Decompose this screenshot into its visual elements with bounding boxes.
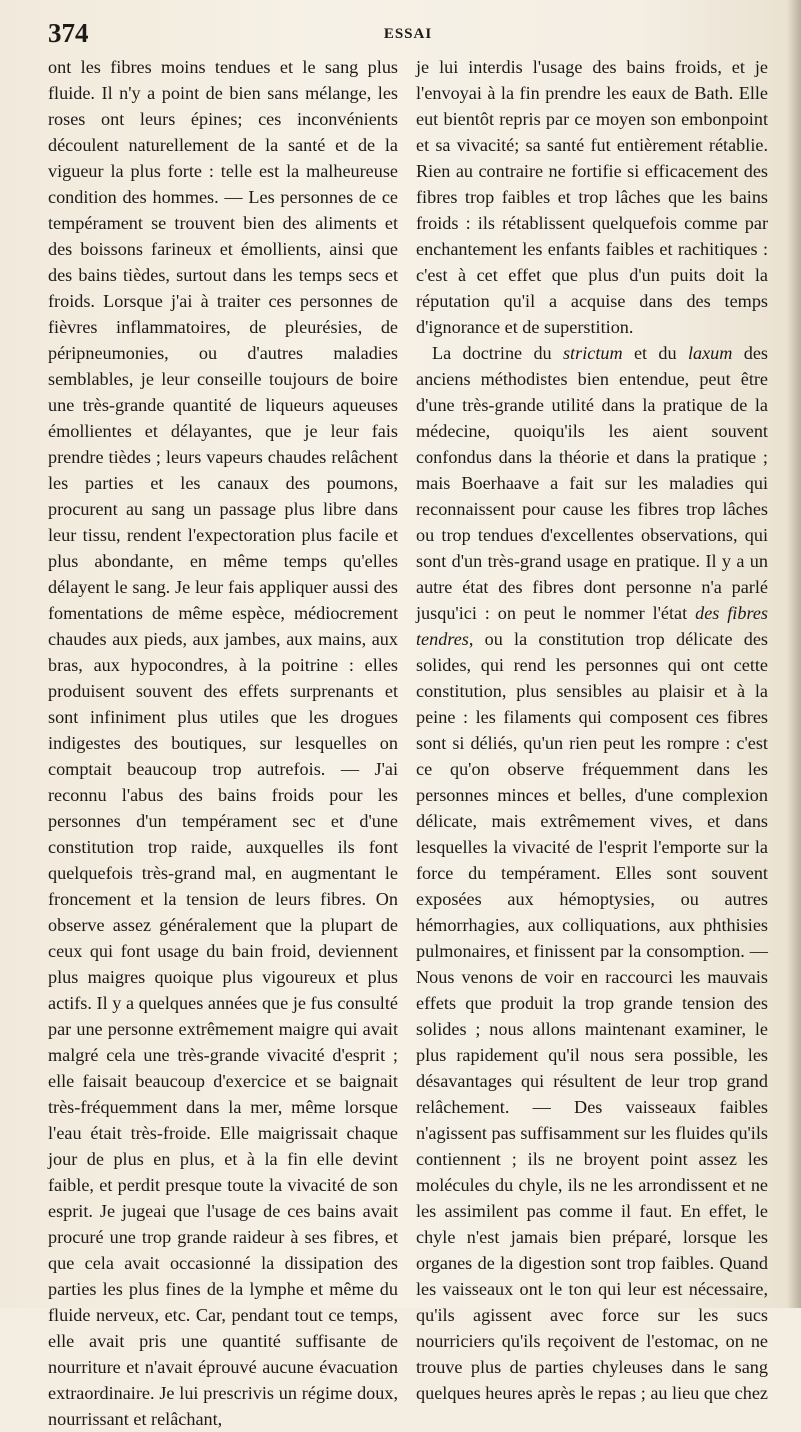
left-column — [48, 54, 398, 1432]
page-header — [48, 18, 768, 52]
right-column — [416, 54, 768, 1406]
right-paragraph-2 — [416, 340, 768, 1406]
text-run: des anciens méthodistes bien entendue, peut être d'une très-grande utilité dans la pratique de la médecine, quoiqu'ils les aient souvent confondus dans la théorie et dans la pratique ; mais Boerhaave a fait sur les maladies qui reconnaissent pour cause les fibres trop lâches ou trop tendues d'excellentes observations, qui sont d'un très-grand usage en pratique. Il y a un autre état des fibres dont personne n'a parlé jusqu'ici : on peut le nommer l'état — [416, 343, 768, 623]
text-run: , ou la constitution trop délicate des solides, qui rend les personnes qui ont cette constitution, plus sensibles au plaisir et à la peine : les filaments qui composent ces fibres sont si déliés, qu'un rien peut les rompre : c'est ce qu'on observe fréquemment dans les personnes minces et belles, d'une complexion délicate, mais extrêmement vives, et dans lesquelles la vivacité de l'esprit l'emporte sur la force du tempérament. Elles sont souvent exposées aux hémoptysies, ou autres hémorrhagies, aux colliquations, aux phthisies pulmonaires, et finissent par la consomption. — Nous venons de voir en raccourci les mauvais effets que produit la trop grande tension des solides ; nous allons maintenant examiner, le plus rapidement qu'il nous sera possible, les désavantages qui résultent de leur trop grand relâchement. — Des vaisseaux faibles n'agissent pas suffisamment sur les fluides qu'ils contiennent ; ils ne broyent point assez les molécules du chyle, ils ne les arrondissent et ne les assimilent pas comme il faut. En effet, le chyle n'est jamais bien préparé, lorsque les organes de la digestion sont trop faibles. Quand les vaisseaux ont le ton qui leur est nécessaire, qu'ils agissent avec force sur les sucs nourriciers qu'ils reçoivent de l'estomac, on ne trouve plus de parties chyleuses dans le sang quelques heures après le repas ; au lieu que chez — [416, 629, 768, 1403]
text-run: La doctrine du — [432, 343, 563, 363]
term-fibres-tendres: des fibres tendres — [416, 603, 768, 649]
right-paragraph-1: je lui interdis l'usage des bains froids, et je l'envoyai à la fin prendre les eaux de Bath. Elle eut bientôt repris par ce moyen son embonpoint et sa vivacité; sa santé fut entièrement rétablie. Rien au contraire ne fortifie si efficacement des fibres trop faibles et trop lâches que les bains froids : ils rétablissent quelquefois comme par enchantement les enfants faibles et rachitiques : c'est à cet effet que plus d'un puits doit la réputation qu'il a acquise dans des temps d'ignorance et de superstition. — [416, 57, 768, 337]
page-number: 374 — [48, 18, 89, 48]
page-edge-shadow — [787, 0, 801, 1308]
running-head: ESSAI — [383, 26, 433, 42]
term-laxum: laxum — [687, 343, 733, 363]
text-run: et du — [622, 343, 688, 363]
left-paragraph: ont les fibres moins tendues et le sang plus fluide. Il n'y a point de bien sans mélange, les roses ont leurs épines; ces inconvénients découlent naturellement de la santé et de la vigueur la plus forte : telle est la malheureuse condition des hommes. — Les personnes de ce tempérament se trouvent bien des aliments et des boissons farineux et émollients, ainsi que des bains tièdes, surtout dans les temps secs et froids. Lorsque j'ai à traiter ces personnes de fièvres inflammatoires, de pleurésies, de péripneumonies, ou d'autres maladies semblables, je leur conseille toujours de boire une très-grande quantité de liqueurs aqueuses émollientes et délayantes, que je leur fais prendre tièdes ; leurs vapeurs chaudes relâchent les parties et les canaux des poumons, procurent au sang un passage plus libre dans leur tissu, rendent l'expectoration plus facile et plus abondante, en même temps qu'elles délayent le sang. Je leur fais appliquer aussi des fomentations de même espèce, médiocrement chaudes aux pieds, aux jambes, aux mains, aux bras, aux hypocondres, à la poitrine : elles produisent souvent des effets surprenants et sont infiniment plus utiles que les drogues indigestes des boutiques, sur lesquelles on comptait beaucoup trop autrefois. — J'ai reconnu l'abus des bains froids pour les personnes d'un tempérament sec et d'une constitution trop raide, auxquelles ils font quelquefois très-grand mal, en augmentant le froncement et la tension de leurs fibres. On observe assez généralement que la plupart de ceux qui font usage du bain froid, deviennent plus maigres quoique plus vigoureux et plus actifs. Il y a quelques années que je fus consulté par une personne extrêmement maigre qui avait malgré cela une très-grande vivacité d'esprit ; elle faisait beaucoup d'exercice et se baignait très-fréquemment dans la mer, même lorsque l'eau était très-froide. Elle maigrissait chaque jour de plus en plus, et à la fin elle devint faible, et perdit presque toute la vivacité de son esprit. Je jugeai que l'usage de ces bains avait procuré une trop grande raideur à ses fibres, et que cela avait occasionné la dissipation des parties les plus fines de la lymphe et même du fluide nerveux, etc. Car, pendant tout ce temps, elle avait pris une quantité suffisante de nourriture et n'avait éprouvé aucune évacuation extraordinaire. Je lui prescrivis un régime doux, nourrissant et relâchant, — [48, 57, 398, 1429]
term-strictum: strictum — [562, 343, 623, 363]
